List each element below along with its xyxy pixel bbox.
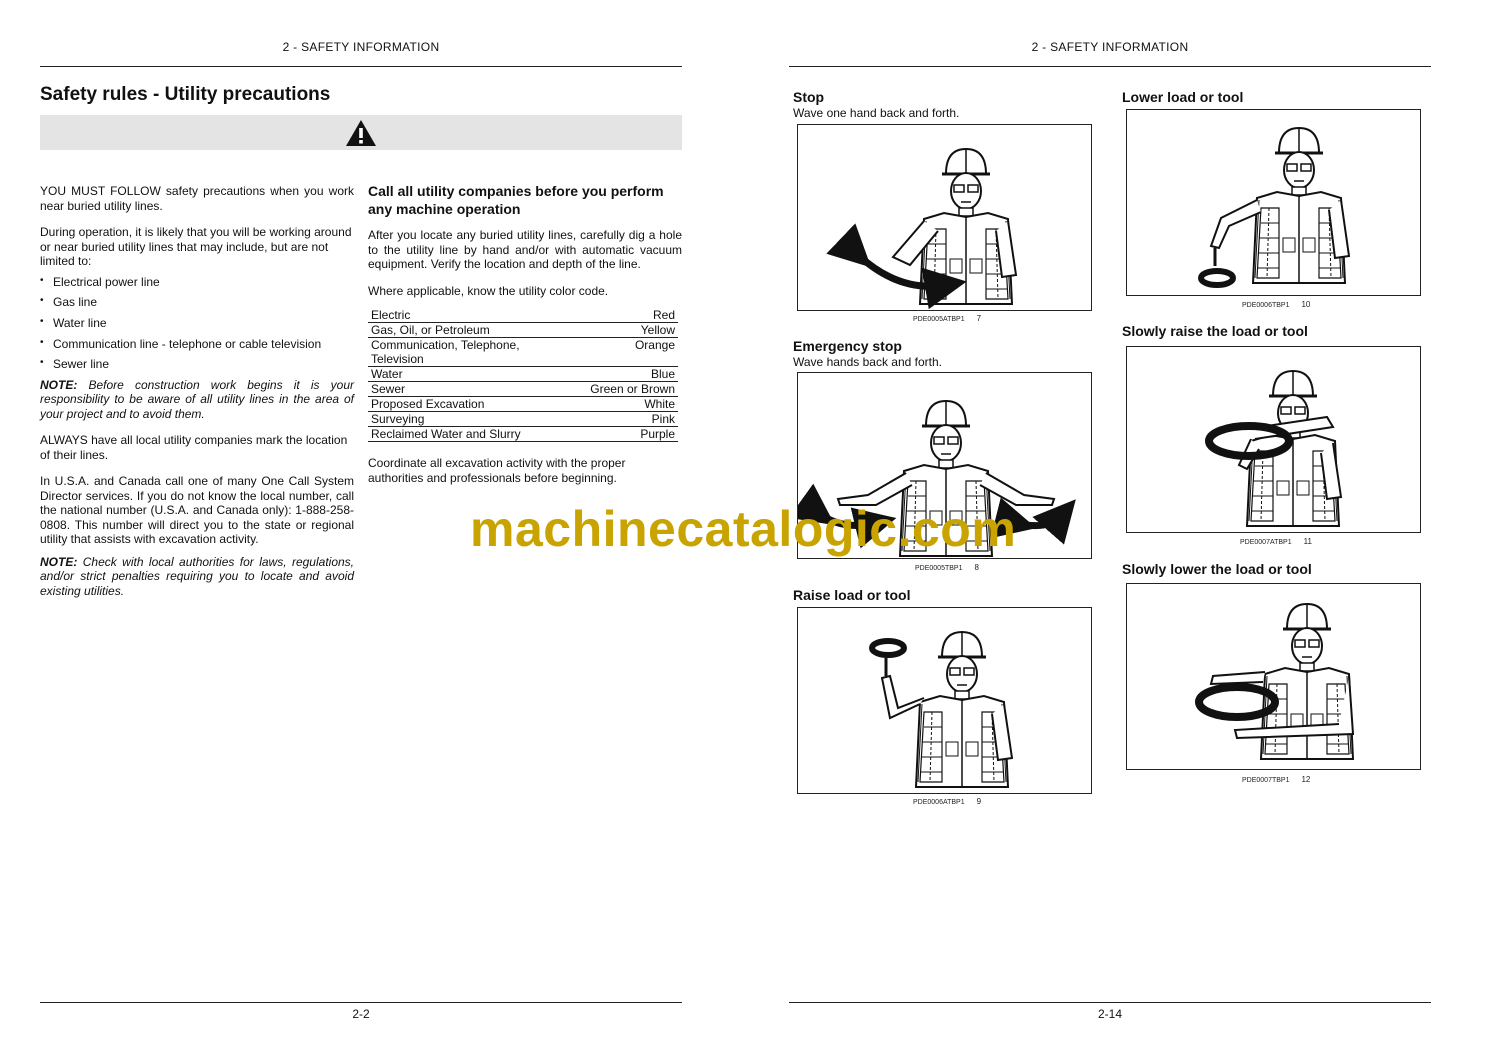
list-item: • Electrical power line (40, 275, 354, 296)
figure-number: 8 (974, 563, 979, 572)
utility-cell: Electric (368, 308, 544, 323)
table-row (368, 427, 678, 442)
figure-caption (913, 314, 981, 323)
figure-code: PDE0006TBP1 (1242, 302, 1290, 309)
always-paragraph: ALWAYS have all local utility companies mark the location of their lines. (40, 433, 348, 462)
note-responsibility (40, 378, 354, 422)
color-cell: Blue (544, 367, 678, 382)
slow-lower-illustration (1127, 584, 1420, 769)
table-row (368, 308, 678, 323)
figure-caption (915, 563, 979, 572)
signal-title-emergency-stop: Emergency stop (793, 338, 902, 354)
header-divider (40, 66, 682, 67)
table-row (368, 412, 678, 427)
page-number: 2-14 (1097, 1007, 1123, 1021)
figure-number: 11 (1303, 537, 1312, 546)
utility-cell: Communication, Telephone, Television (368, 338, 544, 367)
figure-raise (797, 607, 1092, 794)
signal-title-stop: Stop (793, 89, 825, 105)
page-title: Safety rules - Utility precautions (40, 84, 331, 105)
slow-raise-illustration (1127, 347, 1420, 532)
table-row (368, 338, 678, 367)
figure-slow-raise (1126, 346, 1421, 533)
utility-cell: Proposed Excavation (368, 397, 544, 412)
table-row (368, 323, 678, 338)
note-authorities (40, 555, 354, 599)
left-column (40, 184, 354, 598)
figure-number: 9 (976, 797, 982, 806)
right-column (368, 182, 682, 485)
note-text: Check with local authorities for laws, regulations, and/or strict penalties requiring you to locate and avoid existing utilities. (40, 554, 354, 598)
figure-stop (797, 124, 1092, 311)
signal-desc-stop: Wave one hand back and forth. (793, 106, 960, 120)
signal-desc-emergency-stop: Wave hands back and forth. (793, 355, 942, 369)
figure-caption (913, 797, 981, 806)
coordinate-paragraph: Coordinate all excavation activity with the proper authorities and professionals before beginning. (368, 456, 626, 485)
figure-caption (1242, 775, 1310, 784)
list-item: • Communication line - telephone or cable television (40, 337, 354, 358)
intro-paragraph: YOU MUST FOLLOW safety precautions when you work near buried utility lines. (40, 184, 354, 213)
utility-cell: Water (368, 367, 544, 382)
figure-code: PDE0005TBP1 (915, 565, 963, 572)
figure-slow-lower (1126, 583, 1421, 770)
figure-number: 10 (1301, 300, 1311, 309)
signal-title-slow-lower: Slowly lower the load or tool (1122, 561, 1312, 577)
figure-caption (1240, 537, 1312, 546)
lower-load-illustration (1127, 110, 1420, 295)
table-row (368, 397, 678, 412)
figure-code: PDE0005ATBP1 (913, 316, 965, 323)
warning-triangle-icon (344, 118, 378, 148)
raise-load-illustration (798, 608, 1091, 793)
right-page-header: 2 - SAFETY INFORMATION (1031, 40, 1189, 54)
utility-cell: Surveying (368, 412, 544, 427)
section-heading: Call all utility companies before you perform any machine operation (368, 183, 664, 217)
color-cell: Purple (544, 427, 678, 442)
left-page-header: 2 - SAFETY INFORMATION (282, 40, 440, 54)
signal-title-raise: Raise load or tool (793, 587, 911, 603)
note-label: NOTE: (40, 377, 78, 392)
list-item: • Water line (40, 316, 354, 337)
utility-cell: Gas, Oil, or Petroleum (368, 323, 544, 338)
color-cell: Orange (544, 338, 678, 367)
warning-bar (40, 115, 682, 150)
header-divider (789, 66, 1431, 67)
footer-divider (40, 1002, 682, 1003)
figure-lower (1126, 109, 1421, 296)
figure-caption (1242, 300, 1310, 309)
color-cell: Green or Brown (544, 382, 678, 397)
figure-code: PDE0007ATBP1 (1240, 539, 1292, 546)
note-label: NOTE: (40, 554, 78, 569)
page-number: 2-2 (352, 1007, 370, 1021)
watermark: machinecatalogic.com (470, 501, 1017, 557)
figure-code: PDE0006ATBP1 (913, 799, 965, 806)
stop-signal-illustration (798, 125, 1091, 310)
color-cell: Pink (544, 412, 678, 427)
figure-number: 12 (1301, 775, 1311, 784)
color-cell: Red (544, 308, 678, 323)
figure-number: 7 (976, 314, 982, 323)
footer-divider (789, 1002, 1431, 1003)
utility-cell: Reclaimed Water and Slurry (368, 427, 544, 442)
utility-cell: Sewer (368, 382, 544, 397)
operation-paragraph: During operation, it is likely that you will be working around or near buried utility lines that may include, but are not limited to: (40, 225, 352, 268)
table-row (368, 382, 678, 397)
color-cell: White (544, 397, 678, 412)
one-call-paragraph: In U.S.A. and Canada call one of many One Call System Director services. If you do not know the local number, call the national number (U.S.A. and Canada only): 1-888-258-0808. This number will direct you to the state or regional utility that assists with excavation activity. (40, 474, 354, 547)
signal-title-slow-raise: Slowly raise the load or tool (1122, 323, 1308, 339)
table-row (368, 367, 678, 382)
utility-lines-list (40, 275, 354, 378)
signal-title-lower: Lower load or tool (1122, 89, 1244, 105)
list-item: • Gas line (40, 295, 354, 316)
utility-color-table (368, 308, 678, 442)
color-cell: Yellow (544, 323, 678, 338)
note-text: Before construction work begins it is your responsibility to be aware of all utility lines in the area of your project and to avoid them. (40, 377, 354, 421)
list-item: • Sewer line (40, 357, 354, 378)
color-code-paragraph: Where applicable, know the utility color code. (368, 283, 609, 298)
figure-code: PDE0007TBP1 (1242, 777, 1290, 784)
locate-paragraph: After you locate any buried utility lines, carefully dig a hole to the utility line by hand and/or with automatic vacuum equipment. Verify the location and depth of the line. (368, 228, 682, 271)
